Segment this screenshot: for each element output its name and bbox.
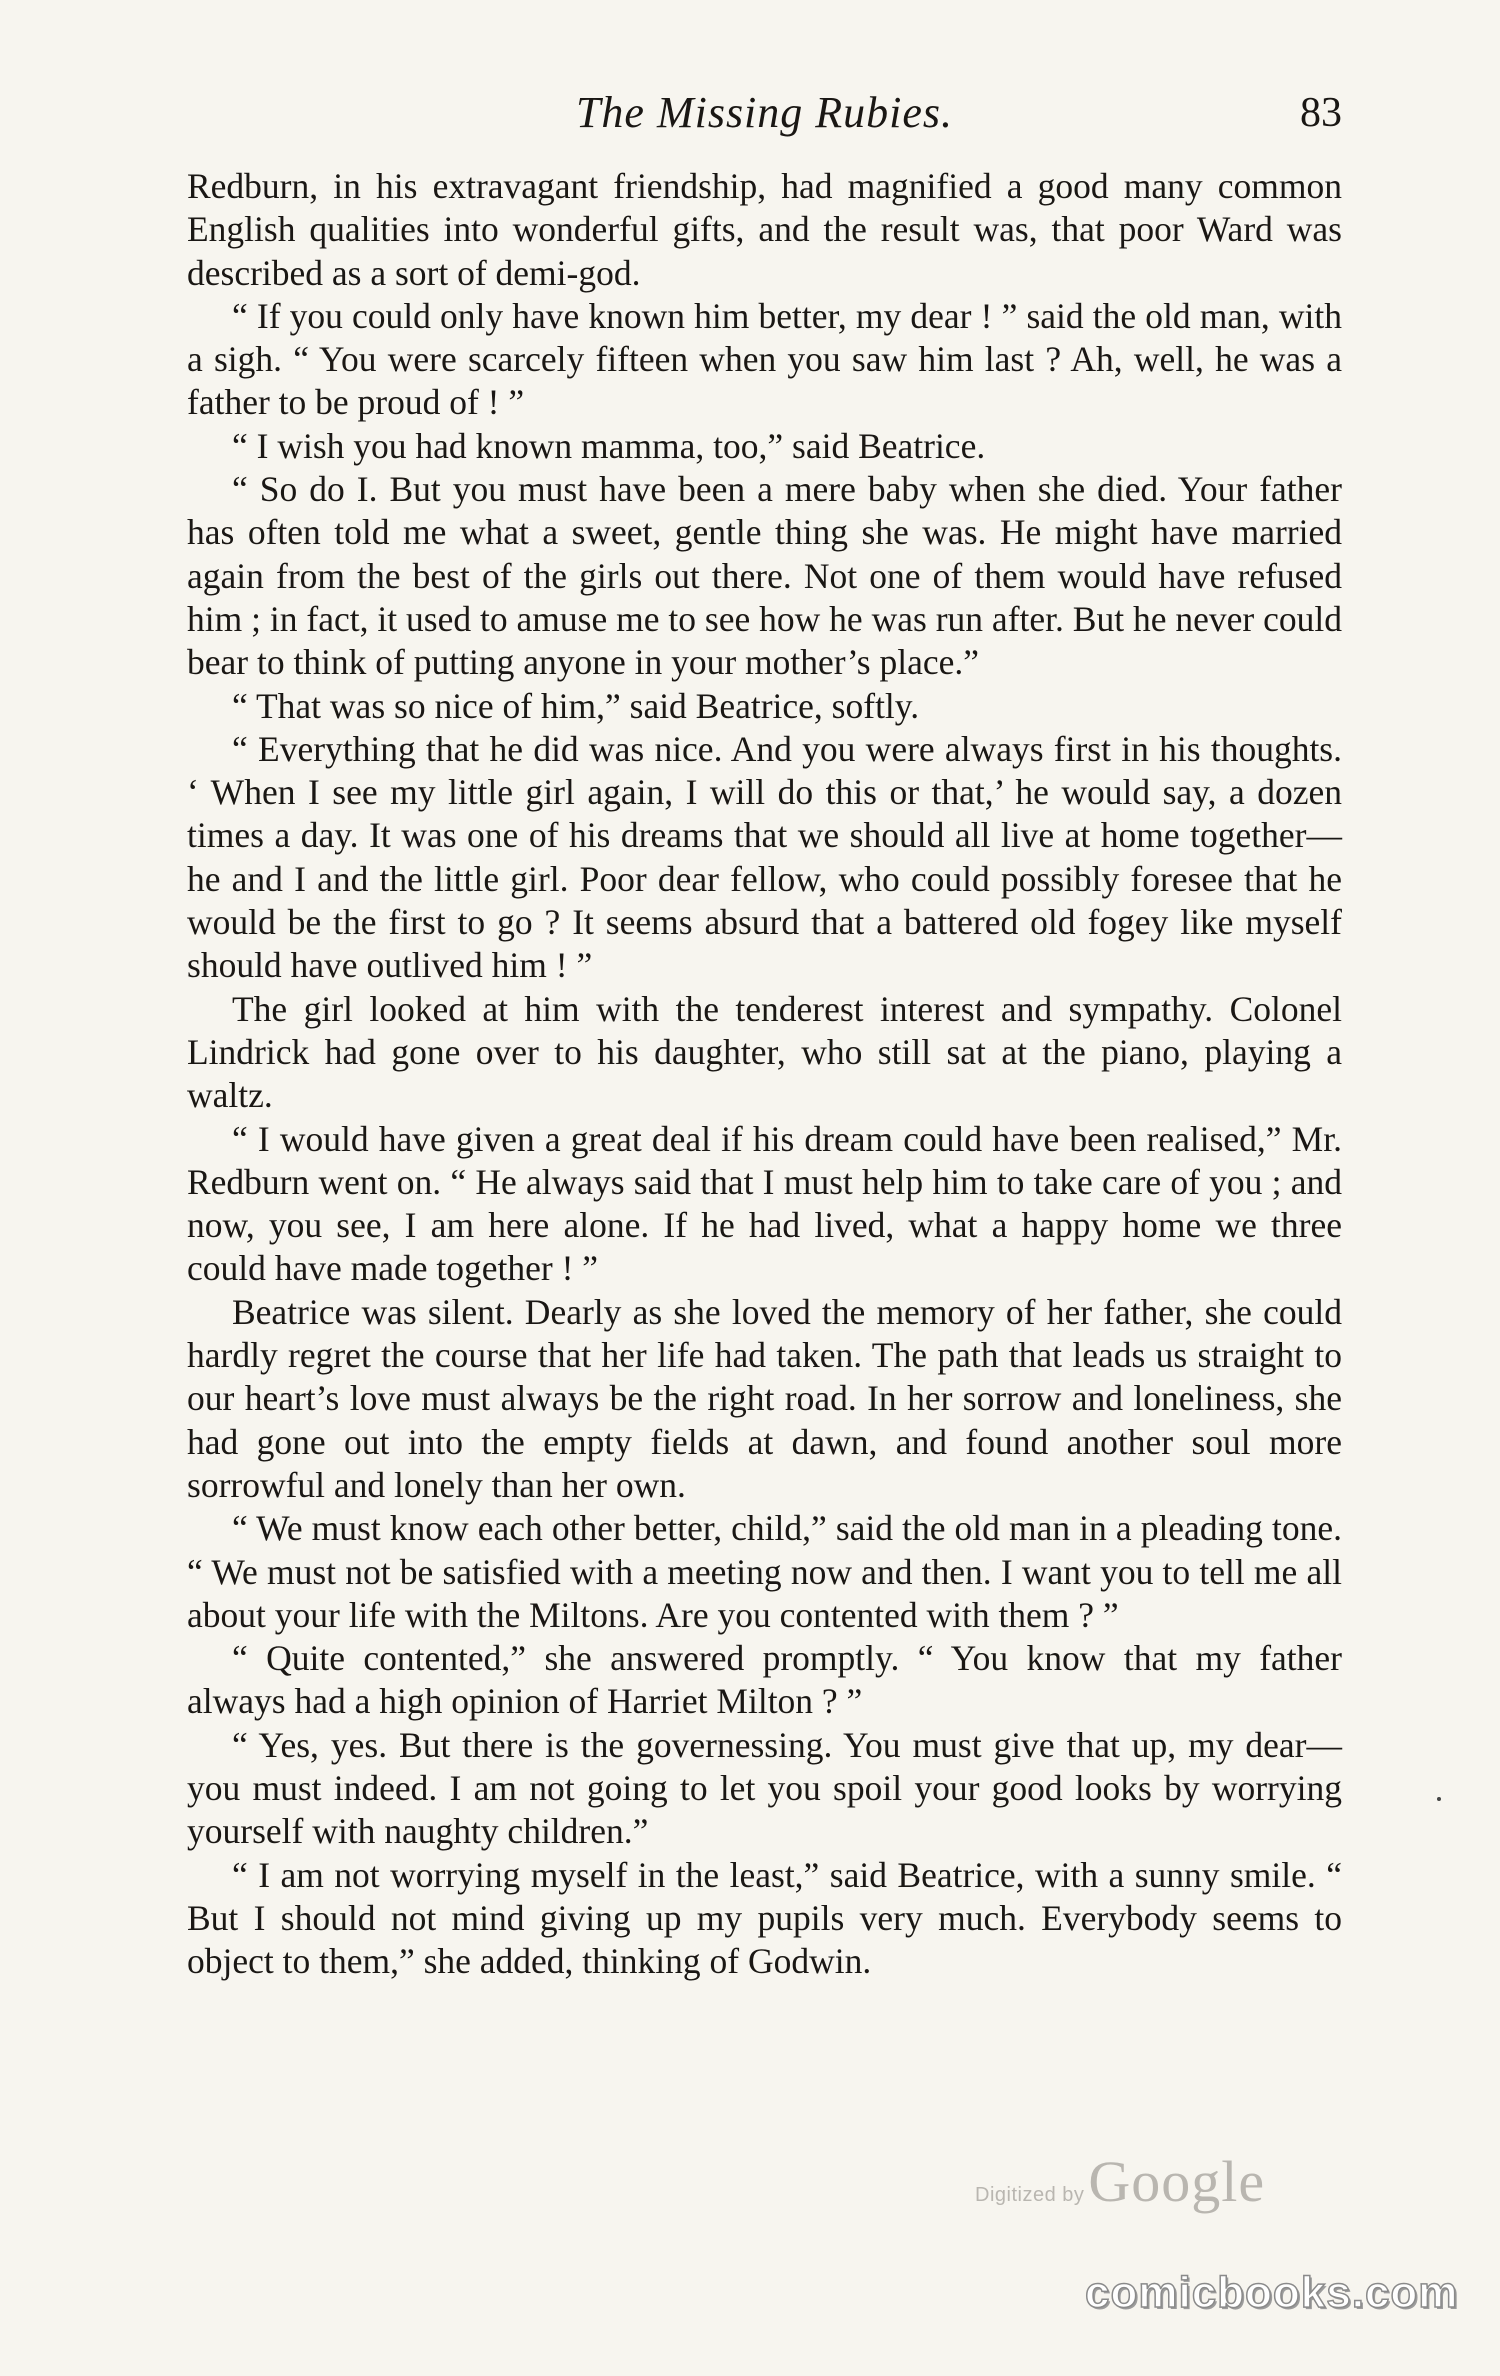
digitizer-logo: Google	[1088, 2149, 1266, 2214]
paragraph: “ We must know each other better, child,” said the old man in a pleading tone. “ We must not be satisfied with a meeting now and then. I want you to tell me all about your life with the Miltons. Are you contented with them ? ”	[187, 1508, 1342, 1635]
stray-ink-mark	[1437, 1797, 1441, 1801]
digitized-by-label: Digitized by	[975, 2184, 1085, 2206]
watermark: comicbooks.com	[1085, 2268, 1459, 2317]
paragraph: The girl looked at him with the tenderest interest and sympathy. Colonel Lindrick had gone over to his daughter, who still sat at the piano, playing a waltz.	[187, 988, 1342, 1116]
paragraph: “ Quite contented,” she answered promptly. “ You know that my father always had a high opinion of Harriet Milton ? ”	[187, 1638, 1342, 1722]
paragraph: “ That was so nice of him,” said Beatrice, softly.	[232, 685, 920, 726]
paragraph: “ If you could only have known him better, my dear ! ” said the old man, with a sigh. “ You were scarcely fifteen when you saw him last ? Ah, well, he was a father to be proud of ! ”	[187, 295, 1342, 423]
paragraph: Redburn, in his extravagant friendship, had magnified a good many common English qualities into wonderful gifts, and the result was, that poor Ward was described as a sort of demi-god.	[187, 166, 1342, 293]
page-number: 83	[1300, 90, 1342, 136]
running-title: The Missing Rubies.	[575, 88, 954, 137]
paragraph: “ Yes, yes. But there is the governessing. You must give that up, my dear—you must indeed. I am not going to let you spoil your good looks by worrying yourself with naughty children.”	[187, 1724, 1342, 1852]
paragraph: “ Everything that he did was nice. And you were always first in his thoughts. ‘ When I see my little girl again, I will do this or that,’ he would say, a dozen times a day. It was one of his dreams that we should all live at home together—he and I and the little girl. Poor dear fellow, who could possibly foresee that he would be the first to go ? It seems absurd that a battered old fogey like myself should have outlived him ! ”	[187, 728, 1342, 986]
paragraph: “ I am not worrying myself in the least,” said Beatrice, with a sunny smile. “ But I should not mind giving up my pupils very much. Everybody seems to object to them,” she added, thinking of Godwin.	[187, 1854, 1342, 1982]
page-header	[187, 88, 1342, 138]
body-text	[187, 165, 1342, 1983]
paragraph: “ I would have given a great deal if his dream could have been realised,” Mr. Redburn went on. “ He always said that I must help him to take care of you ; and now, you see, I am here alone. If he had lived, what a happy home we three could have made together ! ”	[187, 1118, 1342, 1289]
paragraph: “ So do I. But you must have been a mere baby when she died. Your father has often told me what a sweet, gentle thing she was. He might have married again from the best of the girls out there. Not one of them would have refused him ; in fact, it used to amuse me to see how he was run after. But he never could bear to think of putting anyone in your mother’s place.”	[187, 469, 1342, 683]
digitized-by-stamp	[975, 2148, 1265, 2215]
paragraph: “ I wish you had known mamma, too,” said Beatrice.	[232, 425, 986, 466]
paragraph: Beatrice was silent. Dearly as she loved the memory of her father, she could hardly regret the course that her life had taken. The path that leads us straight to our heart’s love must always be the right road. In her sorrow and loneliness, she had gone out into the empty fields at dawn, and found another soul more sorrowful and lonely than her own.	[187, 1291, 1342, 1505]
